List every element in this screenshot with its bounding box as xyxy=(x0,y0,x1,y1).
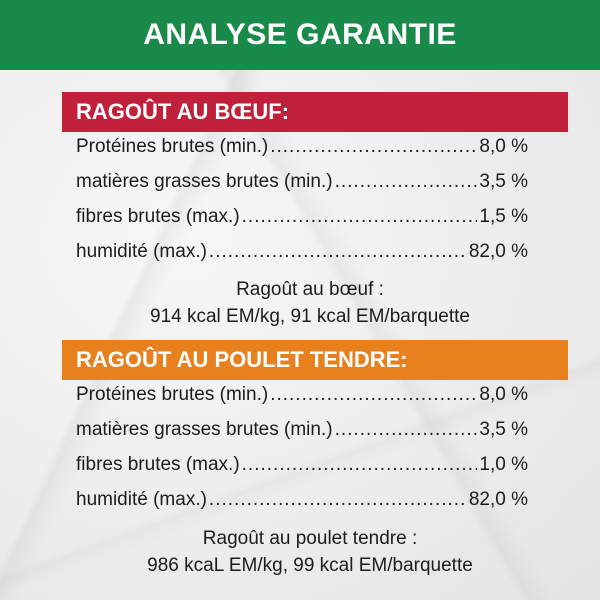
row-label: matières grasses brutes (min.) xyxy=(76,419,333,440)
beef-row-protein xyxy=(76,136,528,164)
row-value: 8,0 % xyxy=(479,384,528,405)
row-label: fibres brutes (max.) xyxy=(76,454,240,475)
row-label: fibres brutes (max.) xyxy=(76,206,240,227)
row-value: 82,0 % xyxy=(468,489,528,510)
dot-leader xyxy=(209,241,467,263)
beef-section-title: RAGOÛT AU BŒUF: xyxy=(62,92,568,132)
dot-leader xyxy=(209,489,467,511)
dot-leader xyxy=(242,454,478,476)
page-title: ANALYSE GARANTIE xyxy=(0,0,600,70)
row-value: 1,0 % xyxy=(479,454,528,475)
beef-energy-note xyxy=(60,276,560,330)
dot-leader xyxy=(270,136,477,158)
chicken-row-moisture xyxy=(76,489,528,517)
chicken-energy-values: 986 kcaL EM/kg, 99 kcal EM/barquette xyxy=(147,555,473,576)
beef-row-fat xyxy=(76,171,528,199)
beef-energy-title: Ragoût au bœuf : xyxy=(236,279,384,300)
row-value: 3,5 % xyxy=(479,419,528,440)
row-value: 3,5 % xyxy=(479,171,528,192)
row-value: 82,0 % xyxy=(468,241,528,262)
dot-leader xyxy=(242,206,478,228)
chicken-row-fiber xyxy=(76,454,528,482)
chicken-section-title: RAGOÛT AU POULET TENDRE: xyxy=(62,340,568,380)
row-label: matières grasses brutes (min.) xyxy=(76,171,333,192)
chicken-row-protein xyxy=(76,384,528,412)
beef-energy-values: 914 kcal EM/kg, 91 kcal EM/barquette xyxy=(150,306,470,327)
row-value: 1,5 % xyxy=(479,206,528,227)
row-label: humidité (max.) xyxy=(76,489,207,510)
row-label: Protéines brutes (min.) xyxy=(76,136,269,157)
dot-leader xyxy=(335,419,478,441)
beef-row-moisture xyxy=(76,241,528,269)
beef-row-fiber xyxy=(76,206,528,234)
dot-leader xyxy=(270,384,477,406)
row-value: 8,0 % xyxy=(479,136,528,157)
chicken-row-fat xyxy=(76,419,528,447)
chicken-energy-title: Ragoût au poulet tendre : xyxy=(202,528,418,549)
chicken-energy-note xyxy=(60,525,560,579)
dot-leader xyxy=(335,171,478,193)
row-label: humidité (max.) xyxy=(76,241,207,262)
row-label: Protéines brutes (min.) xyxy=(76,384,269,405)
